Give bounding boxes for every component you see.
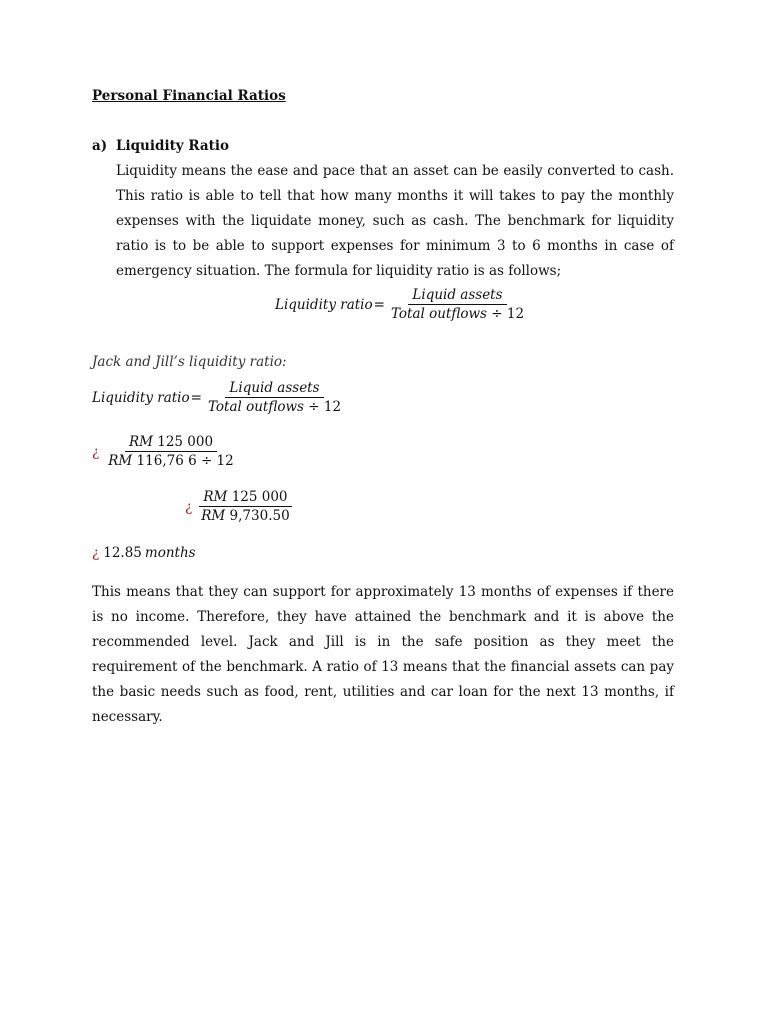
step1-num-value: 125 000 [157, 434, 214, 450]
jj-formula-lhs: Liquidity ratio [92, 389, 190, 406]
formula-lhs: Liquidity ratio [275, 296, 373, 313]
jack-jill-formula [92, 380, 345, 415]
liquidity-formula [275, 287, 528, 322]
section-heading-text: Liquidity Ratio [116, 138, 229, 154]
jj-formula-fraction [204, 380, 345, 415]
formula-denominator-op: ÷ 12 [491, 306, 525, 322]
step2-num-unit: RM [203, 489, 228, 505]
result-marker: ¿ [92, 545, 100, 561]
result-unit: months [144, 545, 196, 561]
step1-den-value: 116,76 6 ÷ 12 [136, 453, 234, 469]
step1-numerator [125, 434, 217, 452]
liquidity-intro-paragraph: Liquidity means the ease and pace that an asset can be easily converted to cash. This ratio is able to tell that how many months it will takes to pay the monthly expenses with the liquidate money, such as cash. The benchmark for liquidity ratio is to be able to support expenses for minimum 3 to 6 months in case of emergency situation. The formula for liquidity ratio is as follows; [116, 163, 674, 279]
step2-fraction [197, 489, 293, 524]
jack-jill-label: Jack and Jill’s liquidity ratio: [92, 354, 287, 370]
jj-formula-denominator [204, 398, 345, 415]
formula-denominator [387, 305, 528, 322]
section-heading [92, 138, 229, 154]
formula-fraction [387, 287, 528, 322]
step1-num-unit: RM [128, 434, 153, 450]
calc-result [92, 545, 196, 561]
formula-denominator-var: Total outflows [390, 306, 487, 322]
calc-step-2 [185, 489, 294, 524]
jj-formula-denominator-op: ÷ 12 [308, 399, 342, 415]
result-value: 12.85 [103, 545, 142, 561]
jj-formula-denominator-var: Total outflows [207, 399, 304, 415]
step2-den-value: 9,730.50 [229, 508, 290, 524]
step1-fraction [104, 434, 238, 469]
step2-num-value: 125 000 [231, 489, 288, 505]
section-number: a) [92, 138, 108, 154]
conclusion-paragraph: This means that they can support for approximately 13 months of expenses if there is no income. Therefore, they have attained the benchmark and it is above the recommended level. Jack and Jill is in the safe position as they meet the requirement of the benchmark. A ratio of 13 means that the financial assets can pay the basic needs such as food, rent, utilities and car loan for the next 13 months, if necessary. [92, 584, 674, 725]
calc-step-1 [92, 434, 238, 469]
step1-denominator [104, 452, 238, 469]
jj-formula-equals: = [190, 389, 202, 406]
step2-den-unit: RM [201, 508, 226, 524]
jj-formula-numerator: Liquid assets [225, 380, 323, 398]
step1-den-unit: RM [108, 453, 133, 469]
step2-marker: ¿ [185, 498, 193, 515]
step1-marker: ¿ [92, 443, 100, 460]
step2-denominator [197, 507, 293, 524]
document-title: Personal Financial Ratios [92, 88, 286, 104]
step2-numerator [199, 489, 291, 507]
formula-equals: = [373, 296, 385, 313]
formula-numerator: Liquid assets [408, 287, 506, 305]
